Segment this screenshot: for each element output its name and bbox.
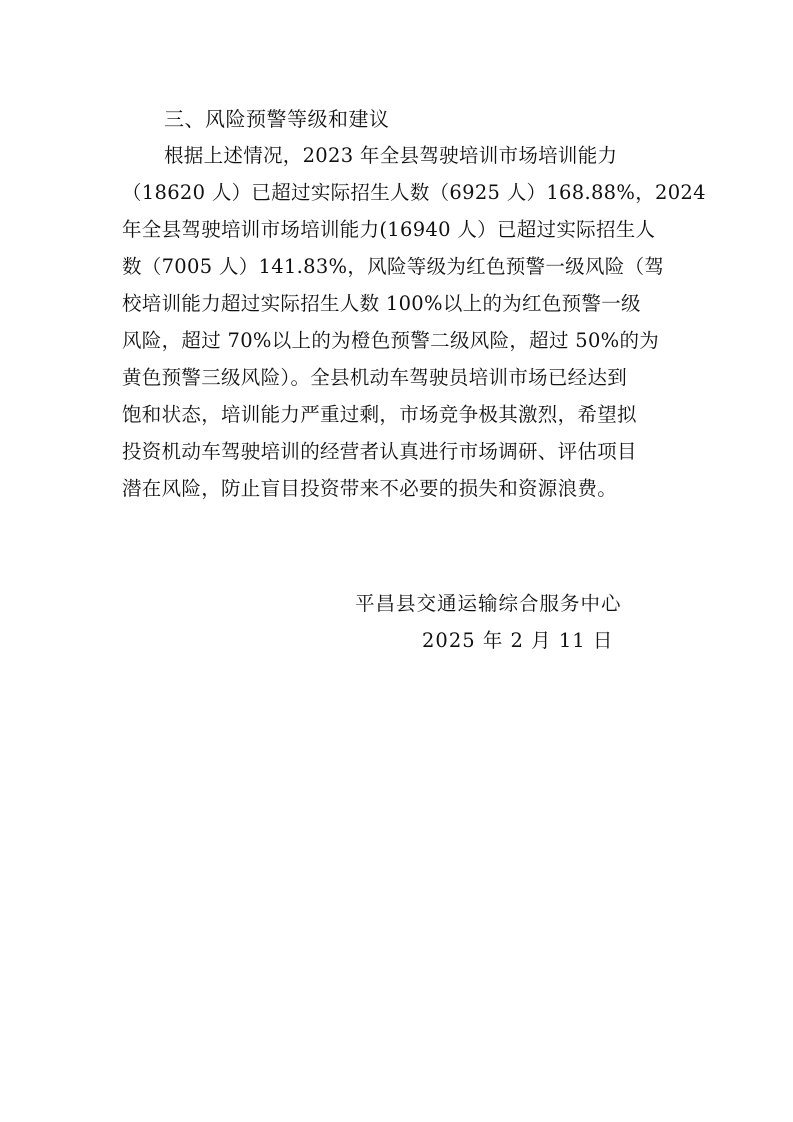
paragraph-line: 数（7005 人）141.83%，风险等级为红色预警一级风险（驾	[122, 255, 665, 278]
paragraph-line: 黄色预警三级风险）。全县机动车驾驶员培训市场已经达到	[122, 366, 628, 389]
paragraph-line: 年全县驾驶培训市场培训能力(16940 人）已超过实际招生人	[122, 218, 656, 241]
paragraph-line: 风险，超过 70%以上的为橙色预警二级风险，超过 50%的为	[122, 329, 660, 352]
paragraph-line: 根据上述情况，2023 年全县驾驶培训市场培训能力	[164, 144, 618, 167]
paragraph-line: 投资机动车驾驶培训的经营者认真进行市场调研、评估项目	[122, 440, 637, 463]
paragraph-line: （18620 人）已超过实际招生人数（6925 人）168.88%，2024	[122, 181, 706, 204]
signature-date: 2025 年 2 月 11 日	[422, 629, 614, 652]
signature-organization: 平昌县交通运输综合服务中心	[355, 592, 622, 615]
paragraph-line: 校培训能力超过实际招生人数 100%以上的为红色预警一级	[122, 292, 641, 315]
paragraph-line: 饱和状态，培训能力严重过剩，市场竞争极其激烈，希望拟	[122, 403, 637, 426]
paragraph-line: 潜在风险，防止盲目投资带来不必要的损失和资源浪费。	[122, 477, 618, 500]
section-heading: 三、风险预警等级和建议	[164, 107, 390, 131]
